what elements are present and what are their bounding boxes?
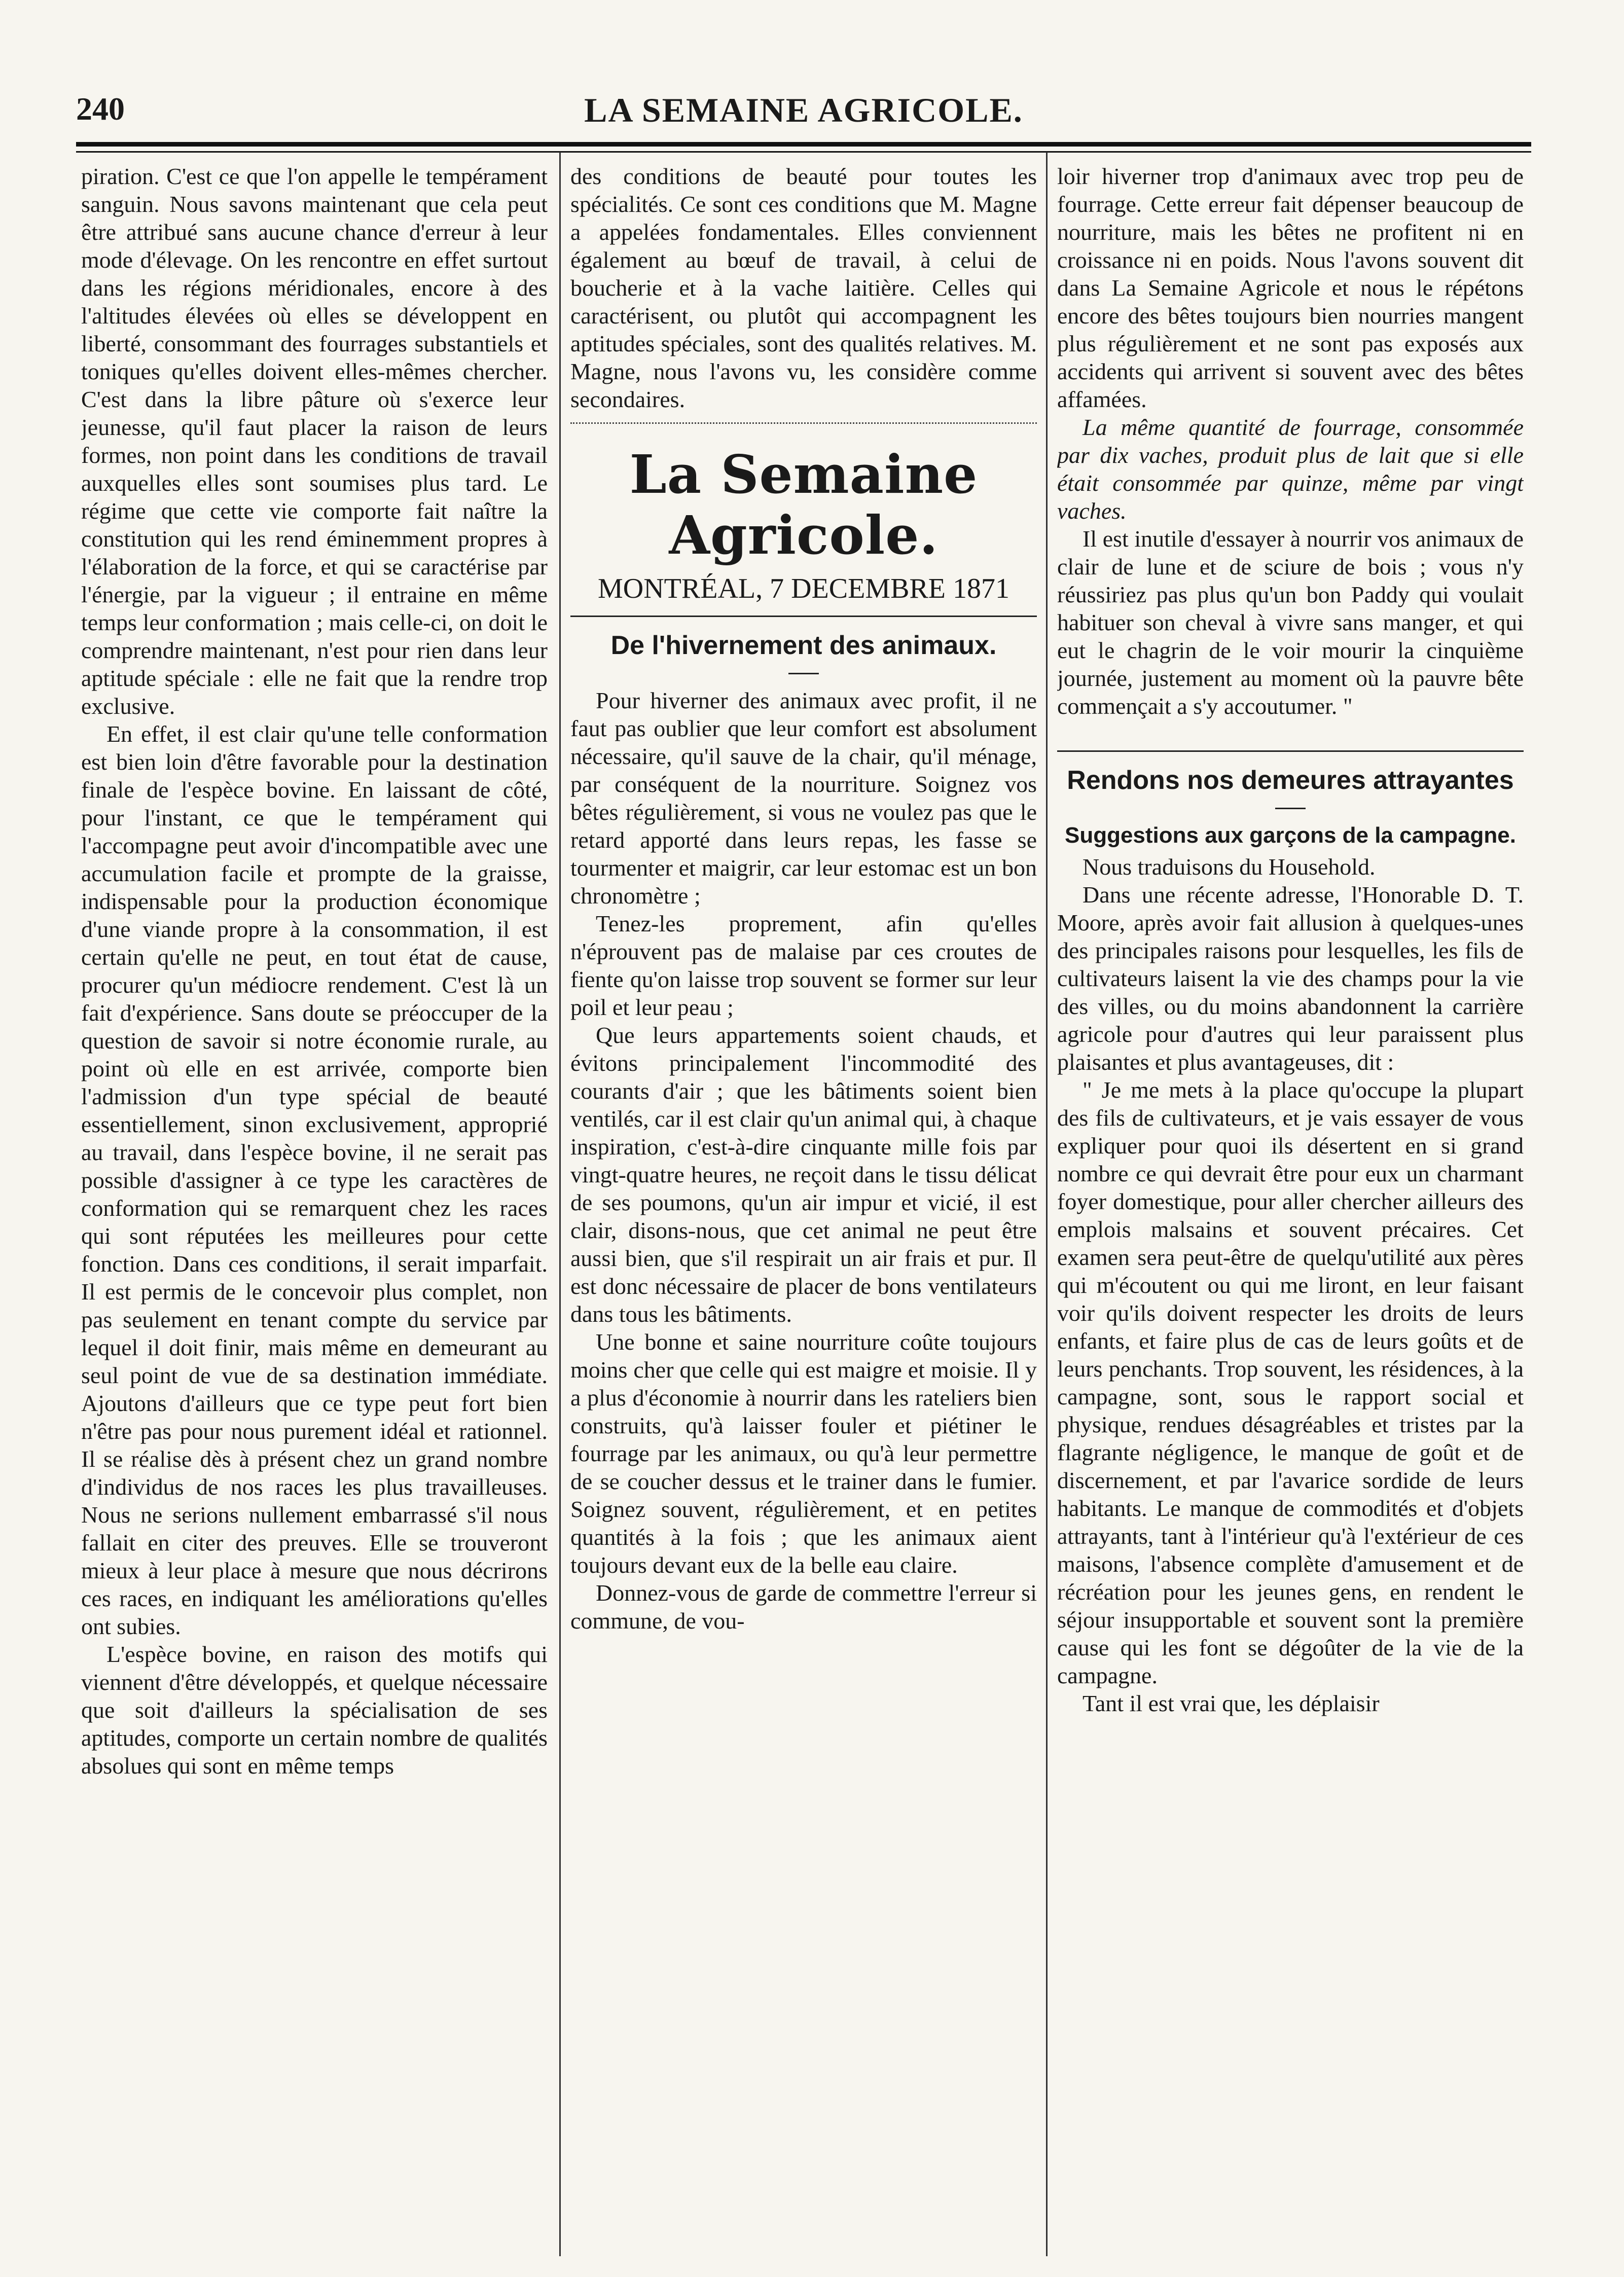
header-rule-thin [76, 151, 1531, 153]
column-divider [1046, 152, 1048, 2256]
paragraph: Pour hiverner des animaux avec profit, il ne faut pas oublier que leur comfort est absolument nécessaire, qu'il sauve de la chair, qu'il ménage, par conséquent de la nourriture. Soignez vos bêtes régulièrement, si vous ne voulez pas que le retard apporté dans leurs repas, les fasse se tourmenter et maigrir, car leur estomac est un bon chronomètre ; [570, 688, 1037, 909]
paragraph: " Je me mets à la place qu'occupe la plupart des fils de cultivateurs, et je vais essayer de vous expliquer pour quoi ils désertent en si grand nombre ce qui devrait être pour eux un charmant foyer domestique, pour aller chercher ailleurs des emplois malsains et souvent précaires. Cet examen sera peut-être de quelqu'utilité aux pères qui m'écoutent ou qui me liront, en leur faisant voir qu'ils doivent respecter les droits de leurs enfants, et faire plus de cas de leurs goûts et de leurs penchants. Trop souvent, les résidences, à la campagne, sont, sous le rapport social et physique, rendues désagréables et tristes par la flagrante négligence, le manque de goût et de discernement, et par l'avarice sordide de leurs habitants. Le manque de commodités et d'objets attrayants, tant à l'intérieur qu'à l'extérieur de ces maisons, l'absence complète d'amusement et de récréation pour les jeunes gens, en rendent le séjour insupportable et souvent sont la première cause qui les font se dégoûter de la vie de la campagne. [1057, 1077, 1524, 1688]
paragraph: Que leurs appartements soient chauds, et évitons principalement l'incommodité des courants d'air ; que les bâtiments soient bien ventilés, car il est clair qu'un animal qui, à chaque inspiration, c'est-à-dire cinquante mille fois par vingt-quatre heures, ne reçoit dans le tissu délicat de ses poumons, qu'un air impur et vicié, il est clair, disons-nous, que cet animal ne peut être aussi bien, que s'il respirait un air frais et pur. Il est donc nécessaire de placer de bons ventilateurs dans tous les bâtiments. [570, 1022, 1037, 1327]
paragraph: Tenez-les proprement, afin qu'elles n'éprouvent pas de malaise par ces croutes de fiente qu'on laisse trop souvent se former sur leur poil et leur peau ; [570, 911, 1037, 1020]
section-divider [1057, 750, 1524, 752]
paragraph: Il est inutile d'essayer à nourrir vos animaux de clair de lune et de sciure de bois ; vous n'y réussiriez pas plus qu'un bon Paddy qui voulait habituer son cheval à vivre sans manger, et qui eut le chagrin de le voir mourir la cinquième journée, justement au moment où la pauvre bête commençait a s'y accoutumer. " [1057, 526, 1524, 719]
headline-dash [1275, 808, 1306, 809]
header-rule-thick [76, 142, 1531, 147]
paragraph: L'espèce bovine, en raison des motifs qui viennent d'être développés, et quelque nécessaire que soit d'ailleurs la spécialisation de ses aptitudes, comporte un certain nombre de qualités absolues qui sont en même temps [81, 1641, 548, 1779]
article-headline: Rendons nos demeures attrayantes [1067, 766, 1514, 795]
masthead-dateline: MONTRÉAL, 7 DECEMBRE 1871 [598, 573, 1009, 604]
article-headline: De l'hivernement des animaux. [610, 631, 997, 660]
column-2 [570, 162, 1037, 2256]
paragraph: Une bonne et saine nourriture coûte toujours moins cher que celle qui est maigre et moisie. Il y a plus d'économie à nourrir dans les rateliers bien construits, qu'à laisser fouler et piétiner le fourrage par les animaux, ou qu'à leur permettre de se coucher dessus et le trainer dans le fumier. Soignez souvent, régulièrement, et en petites quantités à la fois ; que les animaux aient toujours devant eux de la belle eau claire. [570, 1329, 1037, 1578]
paragraph: Nous traduisons du Household. [1082, 854, 1376, 880]
paragraph: des conditions de beauté pour toutes les spécialités. Ce sont ces conditions que M. Magne a appelées fondamentales. Elles conviennent également au bœuf de travail, à celui de boucherie et à la vache laitière. Celles qui caractérisent, ou plutôt qui accompagnent les aptitudes spéciales, sont des qualités relatives. M. Magne, nous l'avons vu, les considère comme secondaires. [570, 163, 1037, 412]
page-number: 240 [76, 91, 125, 127]
column-3 [1057, 162, 1524, 2256]
paragraph: Donnez-vous de garde de commettre l'erreur si commune, de vou- [570, 1580, 1037, 1634]
masthead-title: La Semaine Agricole. [629, 443, 978, 566]
quote-paragraph: La même quantité de fourrage, consommée par dix vaches, produit plus de lait que si elle était consommée par quinze, même par vingt vaches. [1057, 414, 1524, 524]
column-1 [81, 162, 548, 2256]
section-divider [570, 616, 1037, 617]
article-subheadline: Suggestions aux garçons de la campagne. [1064, 823, 1517, 848]
paragraph: Tant il est vrai que, les déplaisir [1082, 1690, 1380, 1716]
paragraph: Dans une récente adresse, l'Honorable D. T. Moore, après avoir fait allusion à quelques-unes des principales raisons pour lesquelles, les fils de cultivateurs laisent la vie des champs pour la vie des villes, ou du moins abandonnent la carrière agricole pour d'autres qui leur paraissent plus plaisantes et plus avantageuses, dit : [1057, 882, 1524, 1075]
running-head: LA SEMAINE AGRICOLE. [584, 91, 1023, 129]
section-divider [570, 422, 1037, 424]
headline-dash [788, 673, 819, 674]
paragraph: En effet, il est clair qu'une telle conformation est bien loin d'être favorable pour la destination finale de l'espèce bovine. En laissant de côté, pour l'instant, ce que le tempérament qui l'accompagne peut avoir d'incompatible avec une accumulation facile et prompte de la graisse, indispensable pour la production économique d'une viande propre à la consommation, il est certain qu'elle ne peut, en tout état de cause, procurer qu'un médiocre rendement. C'est là un fait d'expérience. Sans doute se préoccuper de la question de savoir si notre économie rurale, au point où elle en est arrivée, comporte bien l'admission d'un type spécial de beauté essentiellement, sinon exclusivement, approprié au travail, dans l'espèce bovine, il ne serait pas possible d'assigner à ce type les caractères de conformation qui se remarquent chez les races qui sont réputées les meilleures pour cette fonction. Dans ces conditions, il serait imparfait. Il est permis de le concevoir plus complet, non pas seulement en tenant compte du service par lequel il doit finir, mais même en demeurant au seul point de vue de sa destination immédiate. Ajoutons d'ailleurs que ce type peut fort bien n'être pas pour nous purement idéal et rationnel. Il se réalise dès à présent chez un grand nombre d'individus de nos races les plus travailleuses. Nous ne serions nullement embarrassé s'il nous fallait en citer des preuves. Elle se trouveront mieux à leur place à mesure que nous décrirons ces races, en indiquant les améliorations qu'elles ont subies. [81, 721, 548, 1639]
paragraph: loir hiverner trop d'animaux avec trop peu de fourrage. Cette erreur fait dépenser beaucoup de nourriture, mais les bêtes ne profitent ni en croissance ni en poids. Nous l'avons souvent dit dans La Semaine Agricole et nous le répétons encore des bêtes toujours bien nourries mangent plus régulièrement et ne sont pas exposés aux accidents qui arrivent si souvent avec des bêtes affamées. [1057, 163, 1524, 412]
page-header [76, 85, 1531, 141]
paragraph: piration. C'est ce que l'on appelle le tempérament sanguin. Nous savons maintenant que cela peut être attribué sans aucune chance d'erreur à leur mode d'élevage. On les rencontre en effet surtout dans les régions méridionales, encore à des l'altitudes élevées où elles se développent en liberté, consommant des fourrages substantiels et toniques qu'elles doivent elles-mêmes chercher. C'est dans la libre pâture où s'exerce leur jeunesse, qu'il faut placer la raison de leurs formes, non point dans les conditions de travail auxquelles elles sont soumises plus tard. Le régime que cette vie comporte fait naître la constitution qui les rend éminemment propres à l'élaboration de la force, et qui se caractérise par l'énergie, par la vigueur ; il entraine en même temps leur conformation ; mais celle-ci, on doit le comprendre maintenant, n'est pour rien dans leur aptitude spéciale : elle ne fait que la rendre trop exclusive. [81, 163, 548, 719]
column-divider [559, 152, 561, 2256]
